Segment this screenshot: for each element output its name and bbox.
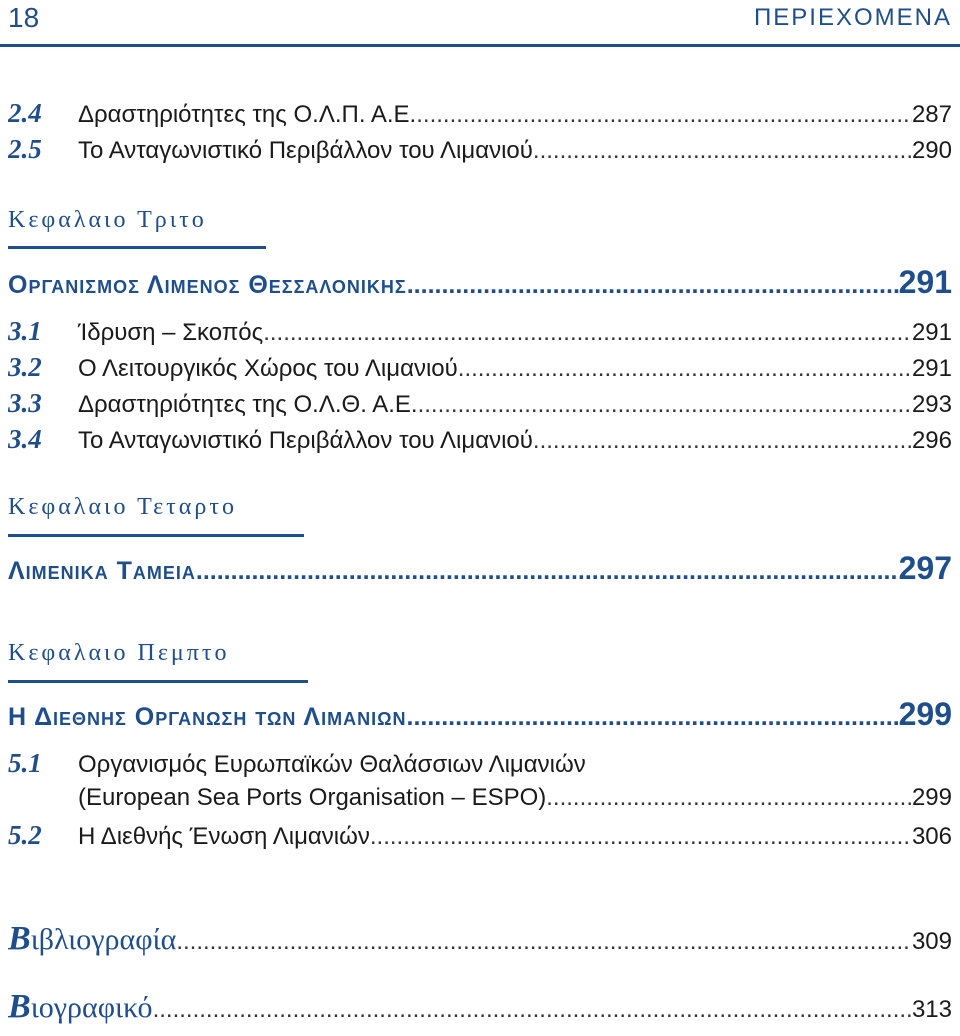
- biography-entry[interactable]: [8, 988, 952, 1034]
- toc-entry[interactable]: [8, 352, 952, 390]
- drop-initial: Β: [8, 920, 31, 957]
- dot-leader: [407, 271, 899, 300]
- page-ref: 291: [911, 319, 952, 346]
- dot-leader: [533, 427, 912, 455]
- entry-title: Ο Λειτουργικός Χώρος του Λιμανιού: [78, 355, 458, 382]
- chapter-title: Λιμενικα Ταμεια: [8, 557, 196, 585]
- page-ref: 291: [911, 355, 952, 382]
- entry-title: Το Ανταγωνιστικό Περιβάλλον του Λιμανιού: [78, 137, 533, 164]
- running-header: ΠΕΡΙΕΧΟΜΕΝΑ: [753, 4, 952, 31]
- bibliography-title: [8, 920, 176, 958]
- toc-entry[interactable]: [8, 820, 952, 858]
- page-ref: 299: [898, 696, 952, 732]
- section-number: 5.1: [8, 748, 42, 778]
- page-ref: 296: [911, 427, 952, 454]
- page-ref: 309: [911, 928, 952, 955]
- dot-leader: [546, 784, 912, 812]
- toc-entry[interactable]: [8, 134, 952, 172]
- dot-leader: [407, 703, 899, 732]
- biography-title: [8, 988, 153, 1026]
- header-rule: [0, 44, 960, 47]
- section-number: 3.3: [8, 388, 42, 418]
- page-ref: 313: [911, 996, 952, 1023]
- chapter-label: Κεφαλαιο Πεμπτο: [8, 640, 230, 666]
- page-ref: 287: [911, 101, 952, 128]
- dot-leader: [263, 319, 912, 347]
- page-number: 18: [8, 2, 40, 33]
- chapter-rule: [8, 680, 308, 683]
- entry-title: Δραστηριότητες της Ο.Λ.Θ. Α.Ε.: [78, 391, 418, 418]
- section-number: 3.4: [8, 424, 42, 454]
- section-number: 5.2: [8, 820, 42, 850]
- chapter-title: Οργανισμος Λιμενος Θεσσαλονικης: [8, 271, 407, 299]
- entry-title: Οργανισμός Ευρωπαϊκών Θαλάσσιων Λιμανιών: [78, 751, 586, 778]
- toc-entry-continuation[interactable]: [8, 784, 952, 822]
- page-ref: 291: [898, 264, 952, 300]
- chapter-label: Κεφαλαιο Τεταρτο: [8, 494, 237, 520]
- dot-leader: [416, 101, 912, 129]
- drop-initial: Β: [8, 988, 31, 1025]
- chapter-rule: [8, 246, 266, 249]
- page-ref: 293: [911, 391, 952, 418]
- toc-entry[interactable]: [8, 424, 952, 462]
- toc-entry[interactable]: [8, 316, 952, 354]
- entry-title: Η Διεθνής Ένωση Λιμανιών: [78, 823, 370, 850]
- bibliography-entry[interactable]: [8, 920, 952, 966]
- entry-title: Το Ανταγωνιστικό Περιβάλλον του Λιμανιού: [78, 427, 533, 454]
- chapter-rule: [8, 534, 304, 537]
- toc-entry[interactable]: [8, 98, 952, 136]
- chapter-title-entry[interactable]: [8, 696, 952, 734]
- toc-entry[interactable]: [8, 748, 952, 786]
- page-ref: 299: [911, 784, 952, 811]
- entry-title: Δραστηριότητες της Ο.Λ.Π. Α.Ε.: [78, 101, 417, 128]
- dot-leader: [458, 355, 912, 383]
- page-ref: 290: [911, 137, 952, 164]
- dot-leader: [370, 823, 912, 851]
- toc-entry[interactable]: [8, 388, 952, 426]
- chapter-title: Η Διεθνης Οργανωση των Λιμανιων: [8, 703, 407, 731]
- dot-leader: [196, 557, 899, 586]
- chapter-title-entry[interactable]: [8, 550, 952, 588]
- title-rest: ιβλιογραφία: [30, 923, 177, 956]
- page-ref: 297: [898, 550, 952, 586]
- section-number: 2.5: [8, 134, 42, 164]
- title-rest: ιογραφικό: [30, 991, 153, 1024]
- entry-title: Ίδρυση – Σκοπός: [78, 319, 264, 346]
- chapter-label: Κεφαλαιο Τριτο: [8, 207, 207, 233]
- dot-leader: [418, 391, 912, 419]
- page-ref: 306: [911, 823, 952, 850]
- dot-leader: [533, 137, 912, 165]
- dot-leader: [176, 928, 912, 956]
- entry-title-continued: (European Sea Ports Organisation – ESPO): [78, 784, 547, 811]
- section-number: 2.4: [8, 98, 42, 128]
- chapter-title-entry[interactable]: [8, 264, 952, 302]
- section-number: 3.2: [8, 352, 42, 382]
- section-number: 3.1: [8, 316, 42, 346]
- dot-leader: [153, 996, 912, 1024]
